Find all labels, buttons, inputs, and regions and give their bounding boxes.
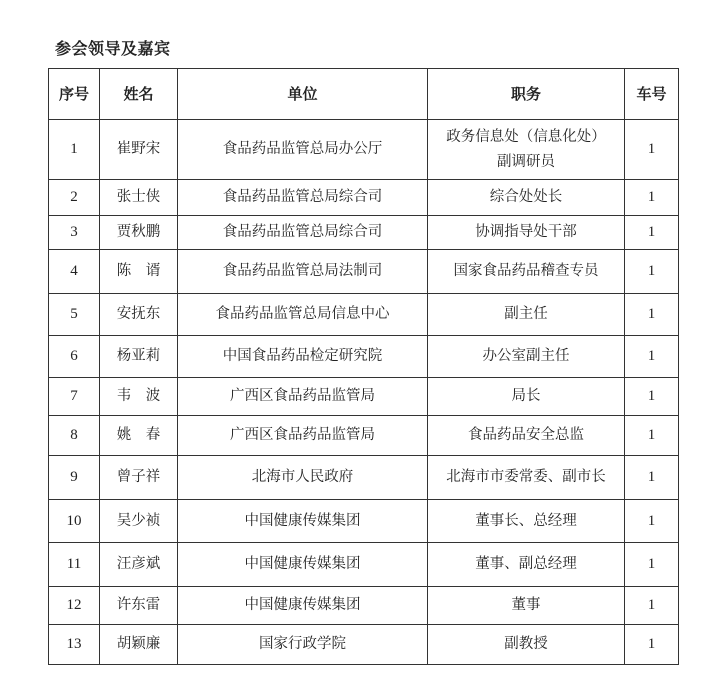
position-line: 副教授 [504, 636, 548, 652]
cell-car-number: 1 [625, 416, 679, 456]
cell-car-number: 1 [625, 294, 679, 336]
cell-organization: 食品药品监管总局法制司 [178, 250, 428, 294]
table-body [49, 120, 679, 665]
cell-organization: 食品药品监管总局信息中心 [178, 294, 428, 336]
cell-name: 张士侠 [100, 180, 178, 216]
cell-name: 杨亚莉 [100, 336, 178, 378]
cell-organization: 国家行政学院 [178, 625, 428, 665]
cell-car-number: 1 [625, 587, 679, 625]
cell-name: 曾子祥 [100, 456, 178, 500]
position-line: 董事、副总经理 [475, 556, 577, 572]
cell-car-number: 1 [625, 250, 679, 294]
cell-index: 11 [49, 543, 100, 587]
cell-organization: 食品药品监管总局办公厅 [178, 120, 428, 180]
cell-organization: 中国健康传媒集团 [178, 500, 428, 543]
cell-index: 7 [49, 378, 100, 416]
header-organization: 单位 [178, 69, 428, 120]
header-index: 序号 [49, 69, 100, 120]
table-row [49, 180, 679, 216]
table-row [49, 543, 679, 587]
position-line: 董事 [511, 597, 541, 613]
cell-car-number: 1 [625, 456, 679, 500]
cell-position [428, 456, 625, 500]
position-line: 协调指导处干部 [475, 224, 577, 240]
cell-index: 2 [49, 180, 100, 216]
cell-name: 韦 波 [100, 378, 178, 416]
cell-organization: 中国健康传媒集团 [178, 587, 428, 625]
cell-position [428, 625, 625, 665]
cell-position [428, 416, 625, 456]
position-line: 综合处处长 [489, 189, 563, 205]
table-header-row [49, 69, 679, 120]
cell-organization: 广西区食品药品监管局 [178, 416, 428, 456]
cell-position [428, 500, 625, 543]
header-car-number: 车号 [625, 69, 679, 120]
cell-car-number: 1 [625, 625, 679, 665]
cell-position [428, 250, 625, 294]
table-row [49, 120, 679, 180]
cell-index: 5 [49, 294, 100, 336]
table-row [49, 216, 679, 250]
table-row [49, 587, 679, 625]
cell-name: 崔野宋 [100, 120, 178, 180]
position-line: 政务信息处（信息化处） [446, 128, 606, 145]
cell-index: 9 [49, 456, 100, 500]
cell-position [428, 180, 625, 216]
cell-position [428, 216, 625, 250]
cell-organization: 食品药品监管总局综合司 [178, 180, 428, 216]
cell-index: 12 [49, 587, 100, 625]
position-line: 办公室副主任 [482, 348, 570, 364]
cell-car-number: 1 [625, 378, 679, 416]
position-line: 副主任 [504, 306, 548, 322]
cell-name: 姚 春 [100, 416, 178, 456]
cell-name: 汪彦斌 [100, 543, 178, 587]
cell-car-number: 1 [625, 336, 679, 378]
cell-organization: 中国健康传媒集团 [178, 543, 428, 587]
cell-organization: 广西区食品药品监管局 [178, 378, 428, 416]
cell-name: 陈 谞 [100, 250, 178, 294]
cell-index: 4 [49, 250, 100, 294]
cell-name: 吴少祯 [100, 500, 178, 543]
cell-index: 10 [49, 500, 100, 543]
cell-name: 许东雷 [100, 587, 178, 625]
cell-position [428, 587, 625, 625]
cell-organization: 北海市人民政府 [178, 456, 428, 500]
cell-car-number: 1 [625, 500, 679, 543]
cell-organization: 中国食品药品检定研究院 [178, 336, 428, 378]
table-row [49, 336, 679, 378]
table-row [49, 625, 679, 665]
cell-position [428, 336, 625, 378]
table-row [49, 378, 679, 416]
cell-index: 3 [49, 216, 100, 250]
table-row [49, 456, 679, 500]
table-row [49, 250, 679, 294]
position-line: 副调研员 [497, 153, 555, 170]
cell-organization: 食品药品监管总局综合司 [178, 216, 428, 250]
table-row [49, 500, 679, 543]
header-name: 姓名 [100, 69, 178, 120]
cell-index: 13 [49, 625, 100, 665]
cell-index: 1 [49, 120, 100, 180]
cell-position [428, 378, 625, 416]
position-line: 北海市市委常委、副市长 [446, 469, 606, 485]
cell-name: 贾秋鹏 [100, 216, 178, 250]
cell-car-number: 1 [625, 180, 679, 216]
document-title: 参会领导及嘉宾 [55, 39, 171, 58]
cell-name: 安抚东 [100, 294, 178, 336]
position-line: 局长 [511, 388, 541, 404]
table-row [49, 416, 679, 456]
position-line: 董事长、总经理 [475, 512, 577, 529]
cell-index: 6 [49, 336, 100, 378]
table-row [49, 294, 679, 336]
cell-name: 胡颖廉 [100, 625, 178, 665]
cell-position [428, 120, 625, 180]
position-line: 食品药品安全总监 [468, 427, 584, 443]
cell-car-number: 1 [625, 543, 679, 587]
cell-position [428, 294, 625, 336]
attendee-table [48, 68, 679, 665]
header-position: 职务 [428, 69, 625, 120]
cell-index: 8 [49, 416, 100, 456]
position-line: 国家食品药品稽查专员 [453, 263, 599, 279]
cell-position [428, 543, 625, 587]
cell-car-number: 1 [625, 120, 679, 180]
cell-car-number: 1 [625, 216, 679, 250]
